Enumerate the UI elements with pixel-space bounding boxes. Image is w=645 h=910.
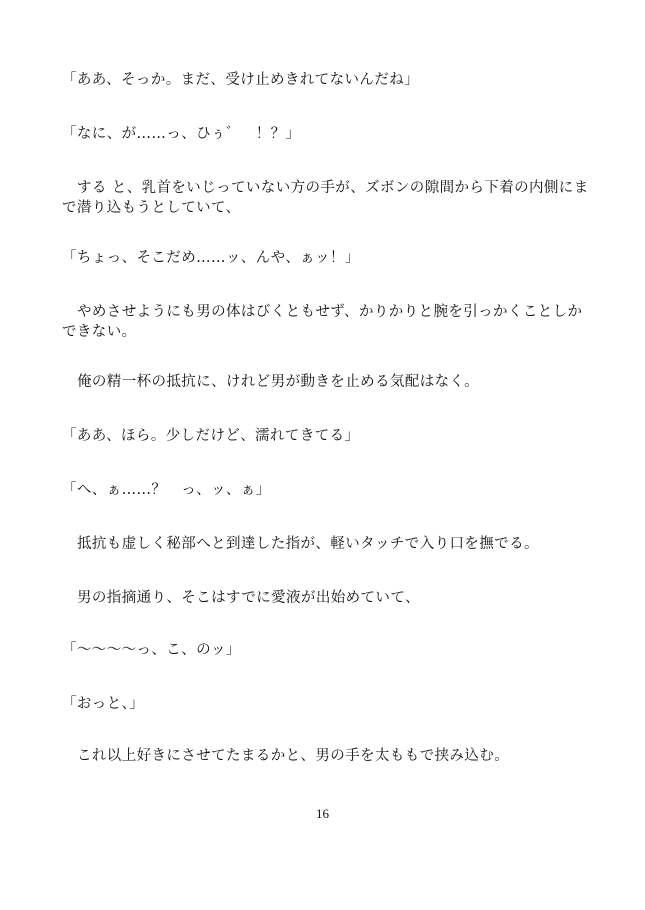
- narration-paragraph-2: やめさせようにも男の体はびくともせず、かりかりと腕を引っかくことしかできない。: [62, 304, 583, 340]
- dialogue-line-2: 「なに、が……っ、ひぅ゛ ！？」: [62, 126, 301, 142]
- narration-paragraph-5: 男の指摘通り、そこはすでに愛液が出始めていて、: [77, 590, 420, 606]
- narration-paragraph-3: 俺の精一杯の抵抗に、けれど男が動きを止める気配はなく。: [77, 374, 480, 390]
- narration-paragraph-4: 抵抗も虚しく秘部へと到達した指が、軽いタッチで入り口を撫でる。: [77, 536, 539, 552]
- narration-paragraph-6: これ以上好きにさせてたまるかと、男の手を太ももで挟み込む。: [77, 748, 510, 764]
- dialogue-line-7: 「おっと、」: [62, 696, 145, 712]
- narration-paragraph-1: する と、乳首をいじっていない方の手が、ズボンの隙間から下着の内側にまで潜り込もうとしていて、: [62, 180, 589, 216]
- dialogue-line-6: 「〜〜〜〜っ、こ、のッ」: [62, 642, 241, 658]
- dialogue-line-5: 「へ、ぁ……？ っ、ッ、ぁ」: [62, 482, 271, 498]
- dialogue-line-3: 「ちょっ、そこだめ……ッ、んや、ぁッ！」: [62, 250, 360, 266]
- dialogue-line-1: 「ああ、そっか。まだ、受け止めきれてないんだね」: [62, 72, 420, 88]
- dialogue-line-4: 「ああ、ほら。少しだけど、濡れてきてる」: [62, 428, 360, 444]
- page-number: 16: [316, 806, 329, 821]
